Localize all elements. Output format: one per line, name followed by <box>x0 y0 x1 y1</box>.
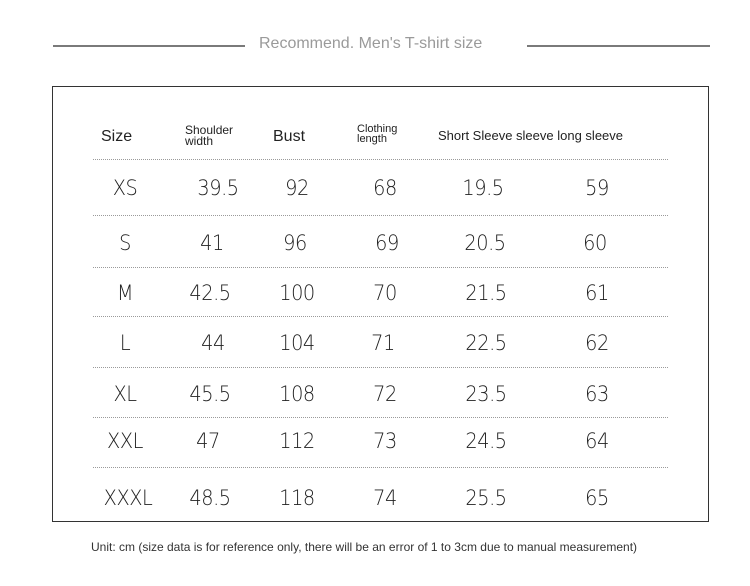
cell-bust: 108 <box>279 382 315 406</box>
table-row <box>53 331 708 381</box>
cell-shoulder: 48.5 <box>189 486 231 510</box>
table-row <box>53 176 708 226</box>
cell-short-sleeve: 20.5 <box>464 231 506 255</box>
cell-length: 69 <box>375 231 399 255</box>
table-row <box>53 281 708 331</box>
title-divider-right <box>527 45 710 47</box>
row-divider <box>93 159 668 160</box>
cell-short-sleeve: 21.5 <box>465 281 507 305</box>
header-sleeve: Short Sleeve sleeve long sleeve <box>438 128 624 143</box>
cell-long-sleeve: 64 <box>585 429 609 453</box>
cell-shoulder: 47 <box>196 429 220 453</box>
cell-size: XS <box>112 176 138 200</box>
header-shoulder-line2: width <box>185 134 214 148</box>
cell-bust: 118 <box>279 486 315 510</box>
header-length-line2: length <box>357 133 387 145</box>
table-row <box>53 231 708 281</box>
cell-length: 70 <box>373 281 397 305</box>
cell-size: S <box>119 231 131 255</box>
cell-shoulder: 45.5 <box>189 382 231 406</box>
cell-shoulder: 39.5 <box>197 176 239 200</box>
cell-bust: 104 <box>279 331 315 355</box>
cell-bust: 96 <box>283 231 307 255</box>
table-row <box>53 486 708 536</box>
cell-size: L <box>119 331 131 355</box>
size-table <box>52 86 709 522</box>
cell-long-sleeve: 63 <box>585 382 609 406</box>
cell-shoulder: 41 <box>200 231 224 255</box>
cell-short-sleeve: 24.5 <box>465 429 507 453</box>
cell-short-sleeve: 19.5 <box>462 176 504 200</box>
cell-shoulder: 42.5 <box>189 281 231 305</box>
cell-length: 72 <box>373 382 397 406</box>
cell-length: 74 <box>373 486 397 510</box>
header-shoulder-line1: Shoulder <box>185 123 234 137</box>
cell-long-sleeve: 62 <box>585 331 609 355</box>
cell-size: M <box>116 281 134 305</box>
cell-long-sleeve: 65 <box>585 486 609 510</box>
header-bust: Bust <box>273 128 306 145</box>
cell-size: XXL <box>107 429 143 453</box>
header-shoulder-width <box>185 125 233 147</box>
cell-length: 71 <box>371 331 395 355</box>
table-row <box>53 429 708 479</box>
cell-short-sleeve: 22.5 <box>465 331 507 355</box>
unit-footnote: Unit: cm (size data is for reference only, there will be an error of 1 to 3cm due to manual measurement) <box>91 540 638 554</box>
header-clothing-length <box>357 124 397 144</box>
cell-long-sleeve: 59 <box>585 176 609 200</box>
cell-bust: 100 <box>279 281 315 305</box>
title-row <box>0 34 750 58</box>
cell-long-sleeve: 60 <box>583 231 607 255</box>
page-title: Recommend. Men's T-shirt size <box>259 35 483 52</box>
cell-long-sleeve: 61 <box>585 281 609 305</box>
header-length-line1: Clothing <box>357 123 398 135</box>
cell-shoulder: 44 <box>201 331 225 355</box>
header-size: Size <box>101 128 133 145</box>
table-row <box>53 382 708 432</box>
cell-length: 68 <box>373 176 397 200</box>
cell-size: XXXL <box>103 486 153 510</box>
cell-size: XL <box>113 382 137 406</box>
cell-length: 73 <box>373 429 397 453</box>
cell-bust: 112 <box>279 429 315 453</box>
cell-bust: 92 <box>285 176 309 200</box>
cell-short-sleeve: 23.5 <box>465 382 507 406</box>
title-divider-left <box>53 45 245 47</box>
cell-short-sleeve: 25.5 <box>465 486 507 510</box>
